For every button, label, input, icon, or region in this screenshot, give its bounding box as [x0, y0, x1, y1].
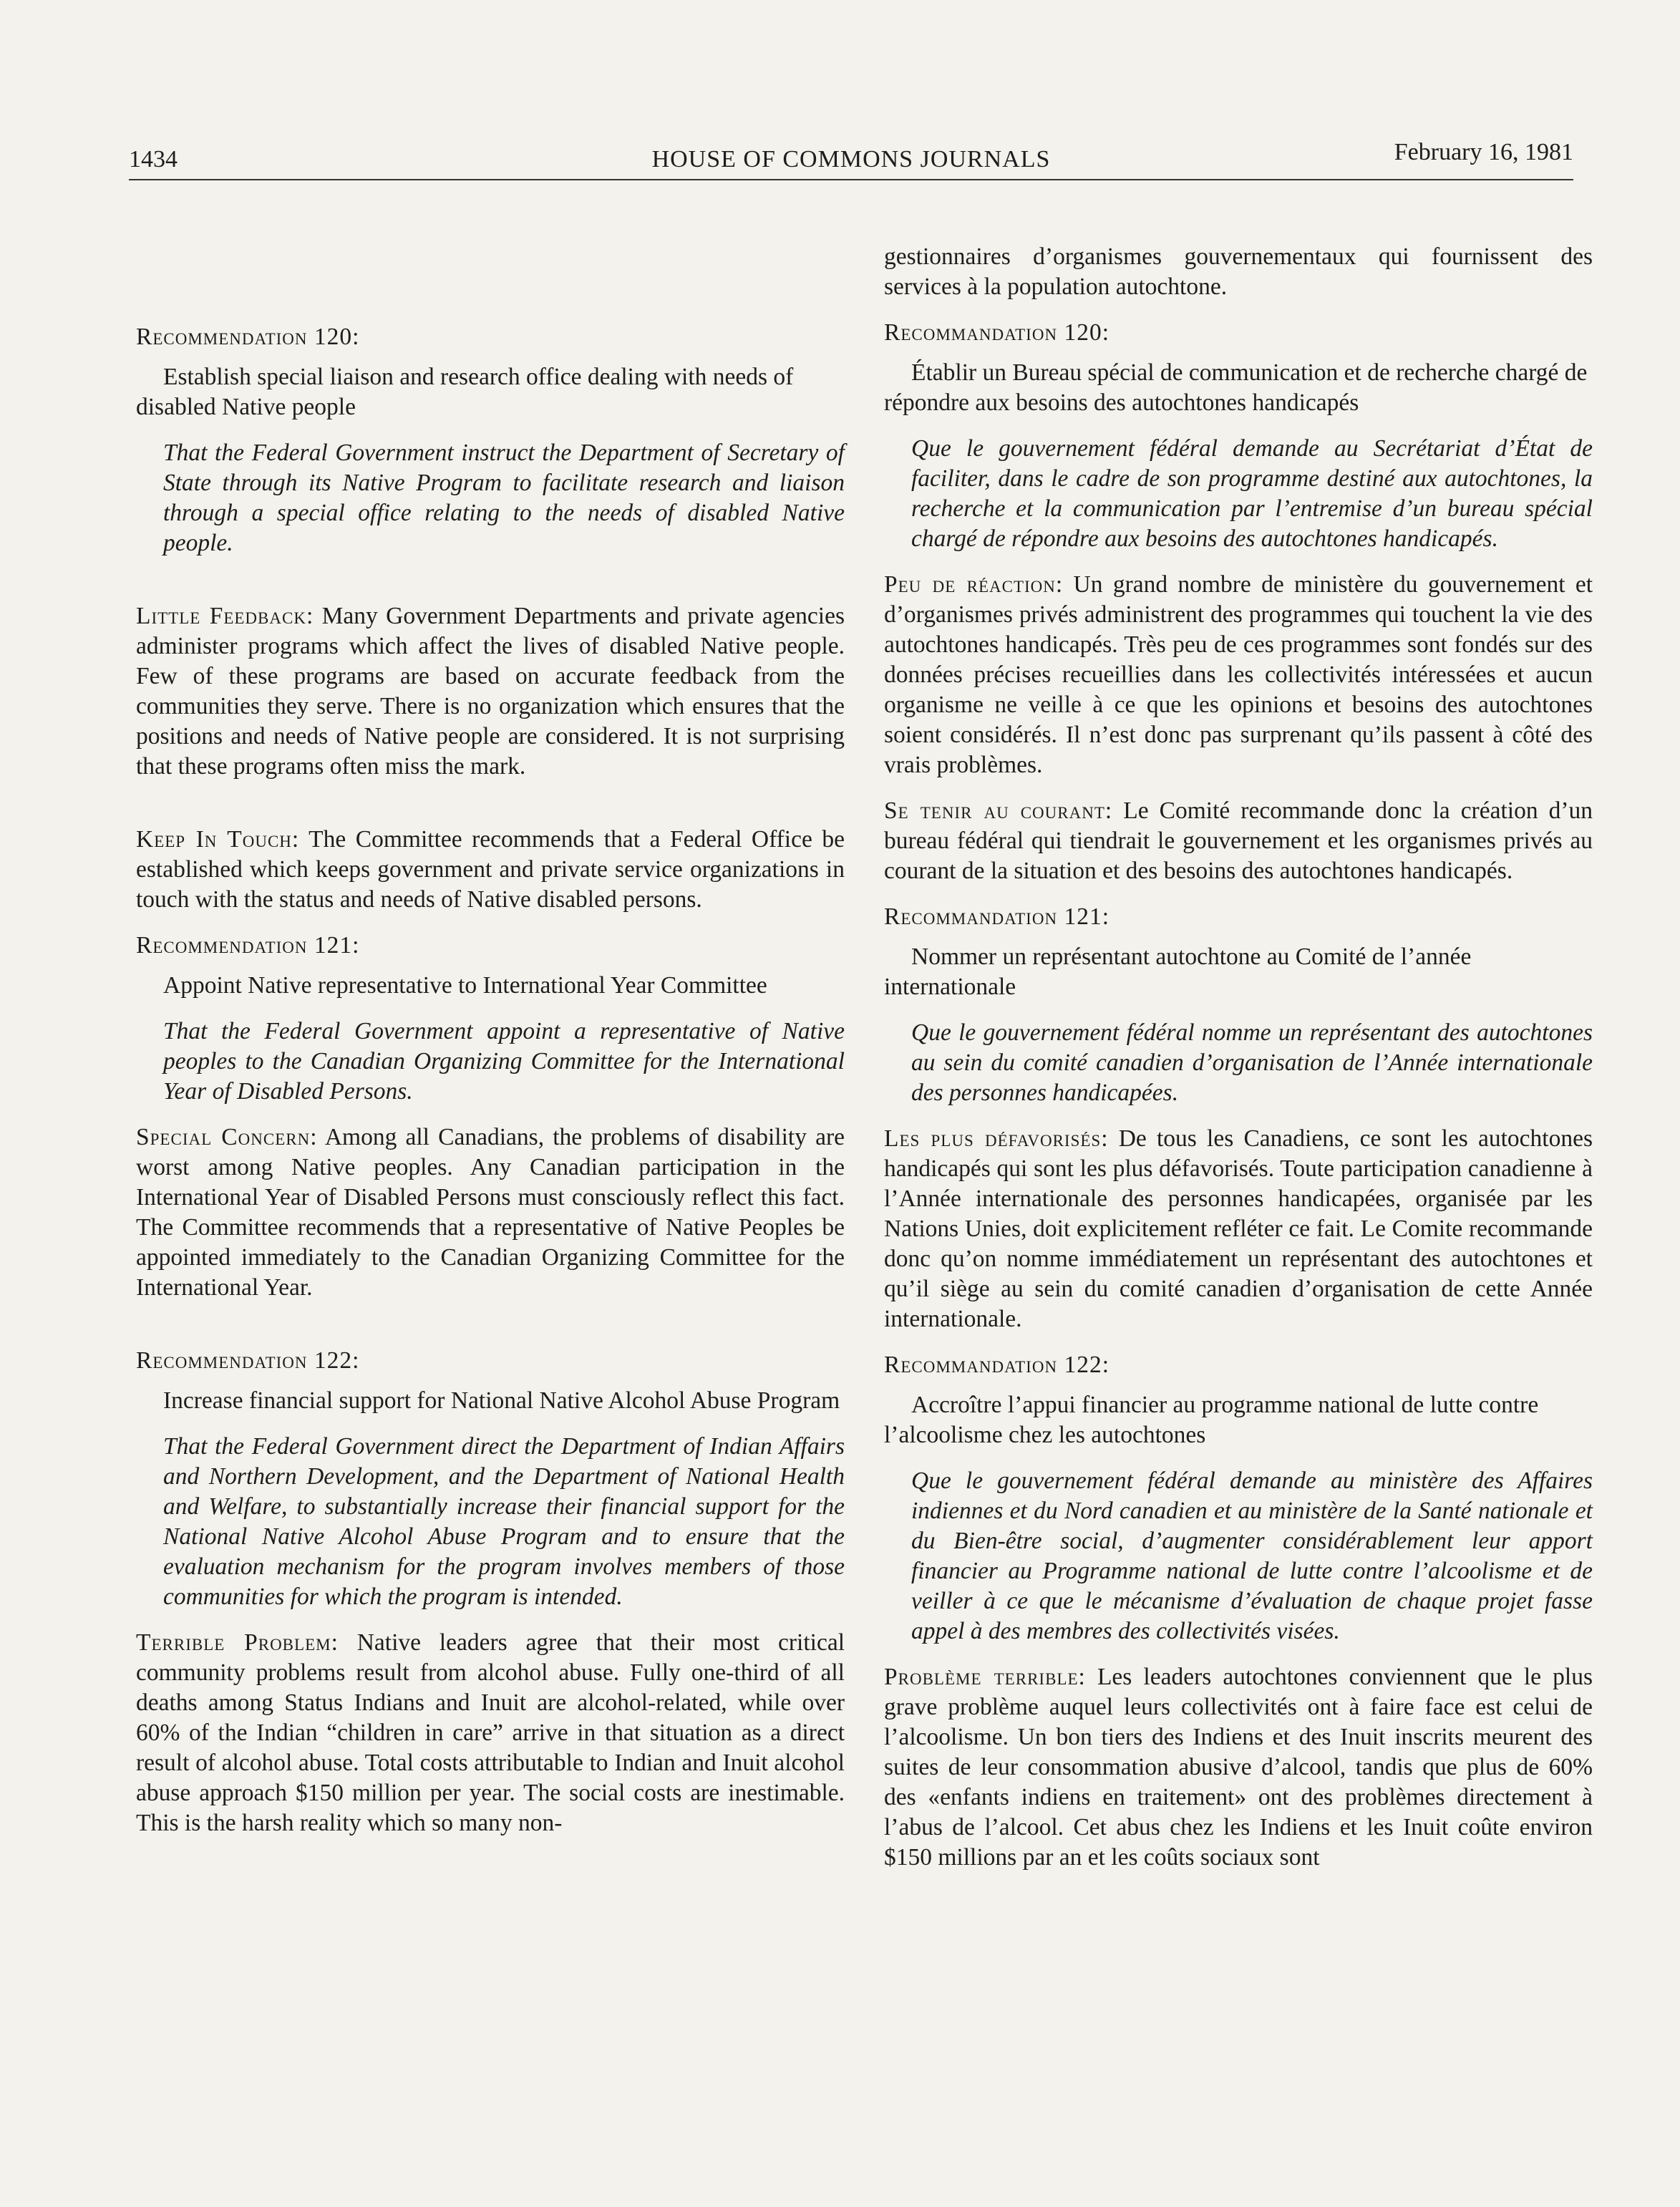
recommandation-120-text: Que le gouvernement fédéral demande au Secrétariat d’État de faciliter, dans le cadre de son programme destiné aux autochtones, la recherche et la communication par l’entremise d’un bureau spécial chargé de répondre aux besoins des autochtones handicapés. [911, 435, 1593, 552]
recommandation-120-heading: Recommandation 120: [884, 319, 1110, 346]
recommandation-121-text: Que le gouvernement fédéral nomme un représentant des autochtones au sein du comité canadien d’organisation de l’Année internationale des personnes handicapées. [911, 1019, 1593, 1106]
page-number: 1434 [129, 146, 178, 173]
recommendation-120-text: That the Federal Government instruct the Department of Secretary of State through its Native Program to facilitate research and liaison through a special office relating to the needs of disabled Native people. [163, 440, 845, 556]
recommandation-122-text: Que le gouvernement fédéral demande au ministère des Affaires indiennes et du Nord canadien et au ministère de la Santé nationale et du Bien-être social, d’augmenter considérablement leur apport financier au Programme national de lutte contre l’alcoolisme et de veiller à ce que le mécanisme d’évaluation de chaque projet fasse appel à des membres des collectivités visées. [911, 1468, 1593, 1644]
recommendation-122-title: Increase financial support for National Native Alcohol Abuse Program [163, 1387, 840, 1414]
recommandation-122-title: Accroître l’appui financier au programme national de lutte contre l’alcoolisme chez les autochtones [884, 1392, 1539, 1448]
probleme-lead: Problème terrible: [884, 1664, 1086, 1690]
keep-in-touch-text: The Committee recommends that a Federal Office be established which keeps government and private service organizations in touch with the status and needs of Native disabled persons. [136, 826, 845, 913]
recommendation-121-title: Appoint Native representative to International Year Committee [163, 972, 767, 999]
se-tenir-text: Le Comité recommande donc la création d’un bureau fédéral qui tiendrait le gouvernement et les organismes privés au courant de la situation et des besoins des autochtones handicapés. [884, 797, 1593, 884]
page-date: February 16, 1981 [1394, 139, 1573, 165]
se-tenir-paragraph [884, 796, 1593, 886]
special-concern-paragraph [136, 1122, 845, 1303]
keep-in-touch-paragraph [136, 825, 845, 915]
terrible-problem-text: Native leaders agree that their most critical community problems result from alcohol abuse. Fully one-third of all deaths among Status Indians and Inuit are alcohol-related, while over 60% of the Indian “children in care” arrive in that situation as a direct result of alcohol abuse. Total costs attributable to Indian and Inuit alcohol abuse approach $150 million per year. The social costs are inestimable. This is the harsh reality which so many non- [136, 1629, 845, 1836]
les-plus-paragraph [884, 1124, 1593, 1334]
probleme-text: Les leaders autochtones conviennent que le plus grave problème auquel leurs collectivités ont à faire face est celui de l’alcoolisme. Un bon tiers des Indiens et des Inuit inscrits meurent des suites de leur consommation abusive d’alcool, tandis que plus de 60% des «enfants indiens en traitement» ont des problèmes directement à l’abus de l’alcool. Cet abus chez les Indiens et les Inuit coûte environ $150 millions par an et les coûts sociaux sont [884, 1664, 1593, 1871]
english-column [136, 215, 845, 1854]
little-feedback-lead: Little Feedback: [136, 603, 314, 629]
special-concern-text: Among all Canadians, the problems of disability are worst among Native peoples. Any Canadian participation in the International Year of Disabled Persons must consciously reflect this fact. The Committee recommends that a representative of Native Peoples be appointed immediately to the Canadian Organizing Committee for the International Year. [136, 1124, 845, 1301]
little-feedback-text: Many Government Departments and private agencies administer programs which affect the lives of disabled Native people. Few of these programs are based on accurate feedback from the communities they serve. There is no organization which ensures that the positions and needs of Native people are considered. It is not surprising that these programs often miss the mark. [136, 603, 845, 780]
recommendation-121-text: That the Federal Government appoint a representative of Native peoples to the Canadian Organizing Committee for the International Year of Disabled Persons. [163, 1018, 845, 1105]
se-tenir-lead: Se tenir au courant: [884, 797, 1113, 824]
terrible-problem-paragraph [136, 1628, 845, 1838]
recommendation-122-heading: Recommendation 122: [136, 1347, 360, 1374]
peu-de-reaction-paragraph [884, 570, 1593, 780]
special-concern-lead: Special Concern: [136, 1124, 318, 1150]
journal-title: HOUSE OF COMMONS JOURNALS [651, 146, 1051, 173]
recommandation-121-heading: Recommandation 121: [884, 903, 1110, 930]
les-plus-lead: Les plus défavorisés: [884, 1125, 1109, 1152]
recommandation-120-title: Établir un Bureau spécial de communication et de recherche chargé de répondre aux besoins des autochtones handicapés [884, 359, 1588, 416]
les-plus-text: De tous les Canadiens, ce sont les autochtones handicapés qui sont les plus défavorisés. Toute participation canadienne à l’Année internationale des personnes handicapées, organisée par les Nations Unies, doit explicitement refléter ce fait. Le Comite recommande donc qu’on nomme immédiatement un représentant des autochtones et qu’il siège au sein du comité canadien d’organisation de cette Année internationale. [884, 1125, 1593, 1332]
keep-in-touch-lead: Keep In Touch: [136, 826, 300, 853]
recommendation-120-title: Establish special liaison and research office dealing with needs of disabled Native people [136, 364, 794, 420]
terrible-problem-lead: Terrible Problem: [136, 1629, 339, 1656]
peu-de-reaction-lead: Peu de réaction: [884, 571, 1064, 598]
page-header [129, 125, 1573, 180]
recommandation-121-title: Nommer un représentant autochtone au Comité de l’année internationale [884, 944, 1472, 1000]
french-continuation-text: gestionnaires d’organismes gouvernementaux qui fournissent des services à la population autochtone. [884, 243, 1593, 300]
recommendation-120-heading: Recommendation 120: [136, 324, 360, 350]
little-feedback-paragraph [136, 601, 845, 782]
peu-de-reaction-text: Un grand nombre de ministère du gouvernement et d’organismes privés administrent des programmes qui touchent la vie des autochtones handicapés. Très peu de ces programmes sont fondés sur des données précises recueillies dans les collectivités intéressées et aucun organisme ne veille à ce que les opinions et besoins des autochtones soient considérés. Il n’est donc pas surprenant qu’ils passent à côté des vrais problèmes. [884, 571, 1593, 778]
probleme-paragraph [884, 1662, 1593, 1873]
recommendation-121-heading: Recommendation 121: [136, 932, 360, 959]
recommandation-122-heading: Recommandation 122: [884, 1352, 1110, 1378]
french-column [884, 215, 1593, 1888]
recommendation-122-text: That the Federal Government direct the Department of Indian Affairs and Northern Development, and the Department of National Health and Welfare, to substantially increase their financial support for the National Native Alcohol Abuse Program and to ensure that the evaluation mechanism for the program involves members of those communities for which the program is intended. [163, 1433, 845, 1610]
